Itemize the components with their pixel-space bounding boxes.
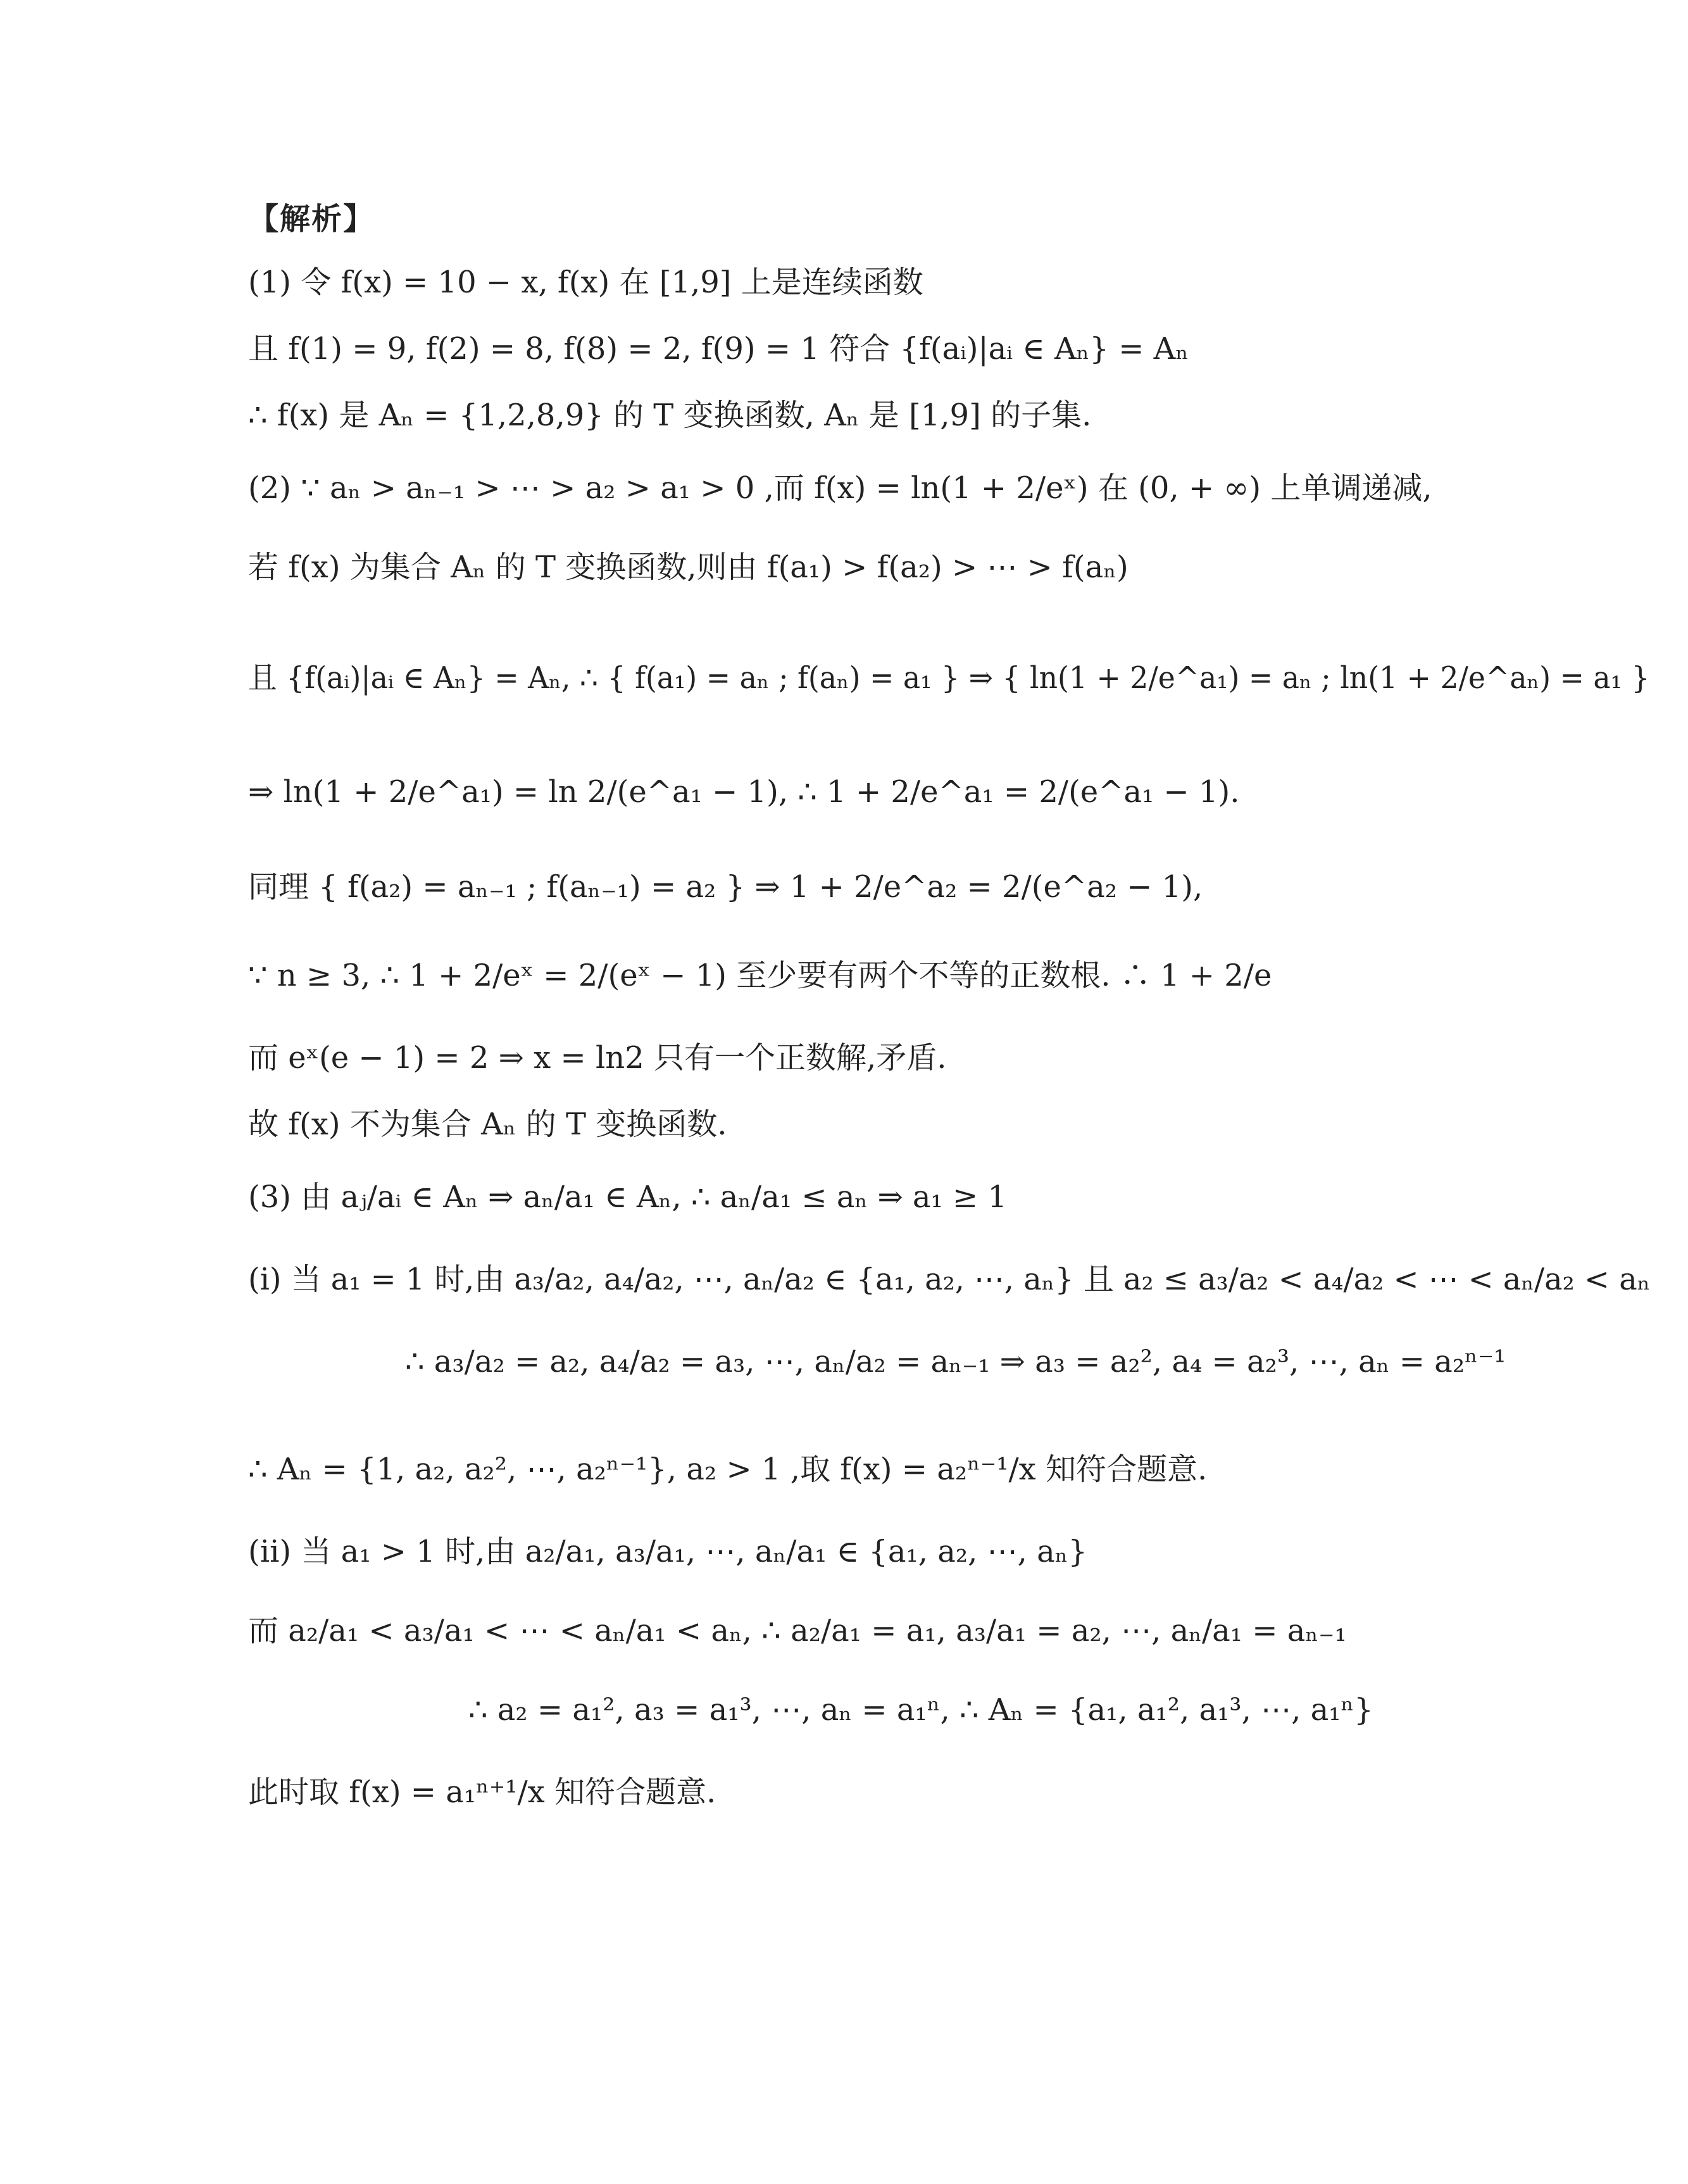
- solution-line-part3-start: (3) 由 aⱼ/aᵢ ∈ Aₙ ⇒ aₙ/a₁ ∈ Aₙ, ∴ aₙ/a₁ ≤ aₙ ⇒ a₁ ≥ 1: [248, 1179, 1008, 1215]
- solution-line-part2-system: 且 {f(aᵢ)|aᵢ ∈ Aₙ} = Aₙ, ∴ { f(a₁) = aₙ ; f(aₙ) = a₁ } ⇒ { ln(1 + 2/e^a₁) = aₙ ; ln(1 + 2/e^aₙ) = a₁ }: [248, 660, 1650, 696]
- solution-line-part3-case1: (i) 当 a₁ = 1 时,由 a₃/a₂, a₄/a₂, ⋯, aₙ/a₂ ∈ {a₁, a₂, ⋯, aₙ} 且 a₂ ≤ a₃/a₂ < a₄/a₂ < ⋯ < aₙ/a₂ < aₙ: [248, 1262, 1651, 1297]
- solution-line-part3-case1-conclusion: ∴ Aₙ = {1, a₂, a₂², ⋯, a₂ⁿ⁻¹}, a₂ > 1 ,取 f(x) = a₂ⁿ⁻¹/x 知符合题意.: [248, 1452, 1208, 1487]
- solution-line-part3-case2-derive: 而 a₂/a₁ < a₃/a₁ < ⋯ < aₙ/a₁ < aₙ, ∴ a₂/a₁ = a₁, a₃/a₁ = a₂, ⋯, aₙ/a₁ = aₙ₋₁: [248, 1613, 1347, 1648]
- solution-line-part3-case1-derive: ∴ a₃/a₂ = a₂, a₄/a₂ = a₃, ⋯, aₙ/a₂ = aₙ₋₁ ⇒ a₃ = a₂², a₄ = a₂³, ⋯, aₙ = a₂ⁿ⁻¹: [405, 1344, 1506, 1379]
- solution-line-part2-similar: 同理 { f(a₂) = aₙ₋₁ ; f(aₙ₋₁) = a₂ } ⇒ 1 + 2/e^a₂ = 2/(e^a₂ − 1),: [248, 869, 1203, 905]
- solution-line-part2-roots: ∵ n ≥ 3, ∴ 1 + 2/eˣ = 2/(eˣ − 1) 至少要有两个不等的正数根. ∴ 1 + 2/e: [248, 958, 1272, 993]
- solution-line-part3-case2: (ii) 当 a₁ > 1 时,由 a₂/a₁, a₃/a₁, ⋯, aₙ/a₁ ∈ {a₁, a₂, ⋯, aₙ}: [248, 1534, 1088, 1569]
- solution-line-part1-def: (1) 令 f(x) = 10 − x, f(x) 在 [1,9] 上是连续函数: [248, 265, 923, 300]
- solution-line-part2-monotone: (2) ∵ aₙ > aₙ₋₁ > ⋯ > a₂ > a₁ > 0 ,而 f(x) = ln(1 + 2/eˣ) 在 (0, + ∞) 上单调递减,: [248, 470, 1432, 506]
- solution-line-part1-conclusion: ∴ f(x) 是 Aₙ = {1,2,8,9} 的 T 变换函数, Aₙ 是 [1,9] 的子集.: [248, 398, 1092, 433]
- solution-line-part2-assume: 若 f(x) 为集合 Aₙ 的 T 变换函数,则由 f(a₁) > f(a₂) > ⋯ > f(aₙ): [248, 549, 1128, 585]
- section-heading: 【解析】: [248, 201, 375, 237]
- solution-line-part2-conclusion: 故 f(x) 不为集合 Aₙ 的 T 变换函数.: [248, 1107, 727, 1142]
- solution-line-part2-derive: ⇒ ln(1 + 2/e^a₁) = ln 2/(e^a₁ − 1), ∴ 1 + 2/e^a₁ = 2/(e^a₁ − 1).: [248, 774, 1240, 810]
- solution-line-part2-contradiction: 而 eˣ(e − 1) = 2 ⇒ x = ln2 只有一个正数解,矛盾.: [248, 1040, 947, 1076]
- solution-line-part3-final: 此时取 f(x) = a₁ⁿ⁺¹/x 知符合题意.: [248, 1774, 716, 1810]
- solution-line-part3-case2-result: ∴ a₂ = a₁², a₃ = a₁³, ⋯, aₙ = a₁ⁿ, ∴ Aₙ = {a₁, a₁², a₁³, ⋯, a₁ⁿ}: [468, 1692, 1373, 1728]
- solution-line-part1-check: 且 f(1) = 9, f(2) = 8, f(8) = 2, f(9) = 1 符合 {f(aᵢ)|aᵢ ∈ Aₙ} = Aₙ: [248, 331, 1189, 367]
